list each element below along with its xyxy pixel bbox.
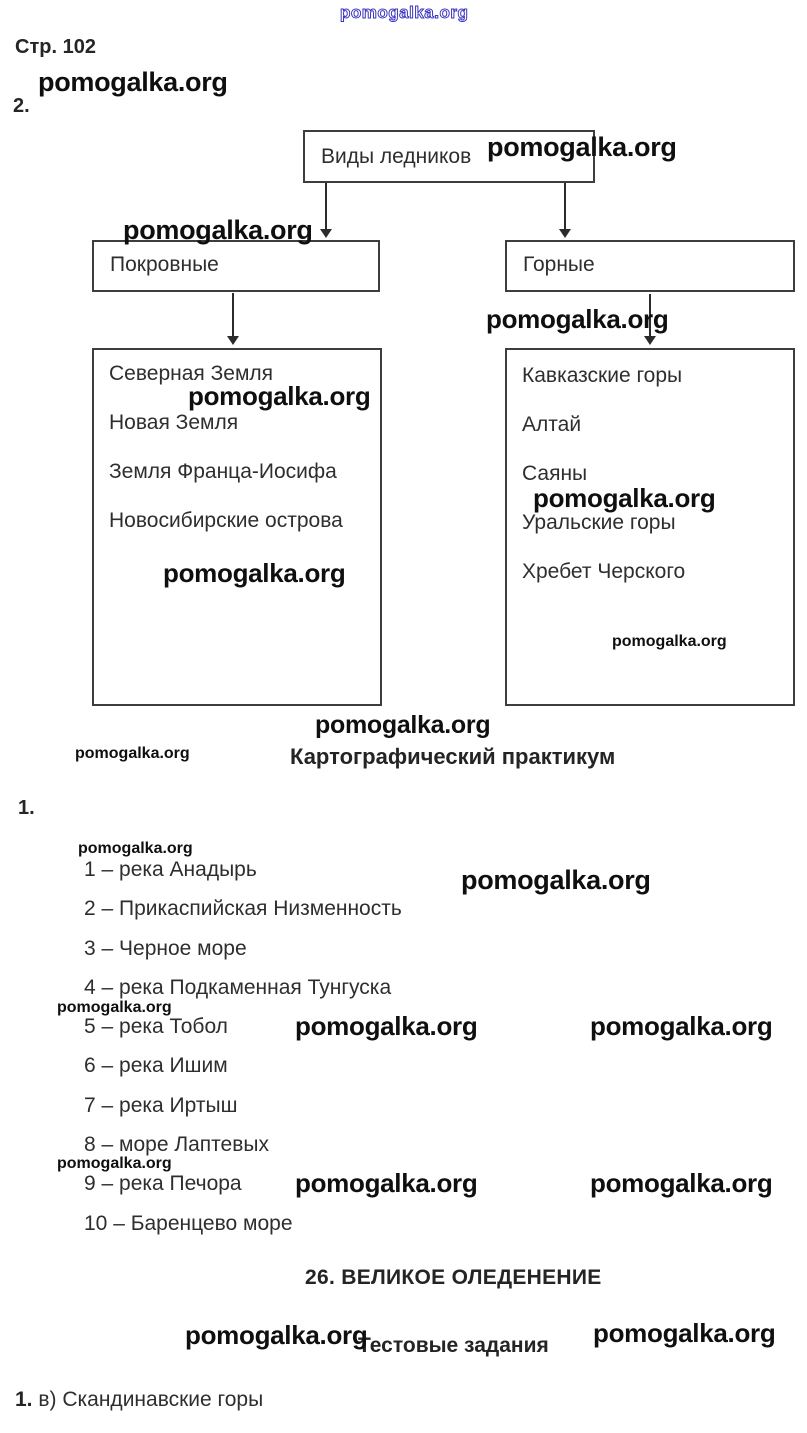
practicum-item: 5 – река Тобол: [84, 1015, 228, 1039]
arrow-down-icon: [325, 183, 327, 230]
watermark: pomogalka.org: [590, 1168, 773, 1198]
task-1-number: 1.: [18, 797, 35, 819]
practicum-item: 2 – Прикаспийская Низменность: [84, 897, 402, 921]
diagram-item: Алтай: [522, 413, 582, 436]
watermark: pomogalka.org: [295, 1168, 478, 1198]
watermark: pomogalka.org: [163, 558, 346, 588]
watermark: pomogalka.org: [487, 132, 677, 162]
watermark: pomogalka.org: [612, 633, 727, 650]
watermark-blue: pomogalka.org: [340, 3, 469, 22]
task-2-number: 2.: [13, 95, 30, 117]
practicum-item: 7 – река Иртыш: [84, 1093, 238, 1117]
watermark: pomogalka.org: [123, 215, 313, 245]
practicum-item: 8 – море Лаптевых: [84, 1133, 269, 1157]
watermark: pomogalka.org: [533, 483, 716, 513]
diagram-item: Хребет Черского: [522, 560, 686, 583]
arrow-down-icon: [564, 183, 566, 230]
arrow-down-icon: [232, 293, 234, 337]
diagram-item: Земля Франца-Иосифа: [109, 460, 337, 483]
page-number-label: Стр. 102: [15, 36, 96, 58]
answer-text: в) Скандинавские горы: [38, 1388, 264, 1411]
diagram-item: Новая Земля: [109, 411, 239, 434]
practicum-item: 9 – река Печора: [84, 1172, 242, 1196]
answer-number: 1.: [15, 1388, 33, 1411]
diagram-root-label: Виды ледников: [321, 145, 472, 168]
watermark: pomogalka.org: [185, 1320, 368, 1350]
diagram-box-mountain-examples: [505, 348, 795, 706]
diagram-item: Кавказские горы: [522, 364, 683, 387]
diagram-branch-label: Покровные: [110, 253, 219, 276]
diagram-item: Северная Земля: [109, 362, 274, 385]
watermark: pomogalka.org: [315, 711, 491, 739]
answer-line: [15, 1388, 263, 1412]
watermark: pomogalka.org: [78, 840, 193, 857]
diagram-box-mountain-glaciers: [505, 240, 795, 292]
practicum-item: 4 – река Подкаменная Тунгуска: [84, 975, 392, 999]
watermark: pomogalka.org: [75, 745, 190, 762]
watermark: pomogalka.org: [57, 999, 172, 1016]
practicum-heading: Картографический практикум: [290, 744, 616, 769]
diagram-item: Уральские горы: [522, 511, 676, 534]
watermark: pomogalka.org: [57, 1155, 172, 1172]
watermark: pomogalka.org: [486, 304, 669, 334]
watermark: pomogalka.org: [593, 1318, 776, 1348]
practicum-item: 3 – Черное море: [84, 936, 247, 960]
watermark: pomogalka.org: [590, 1011, 773, 1041]
diagram-box-cover-glaciers: [92, 240, 380, 292]
practicum-item: 10 – Баренцево море: [84, 1211, 293, 1235]
diagram-branch-label: Горные: [523, 253, 595, 276]
watermark: pomogalka.org: [188, 381, 371, 411]
watermark: pomogalka.org: [295, 1011, 478, 1041]
practicum-item: 6 – река Ишим: [84, 1054, 228, 1078]
section-heading: 26. ВЕЛИКОЕ ОЛЕДЕНЕНИЕ: [305, 1266, 602, 1289]
diagram-item: Саяны: [522, 462, 588, 485]
practicum-item: 1 – река Анадырь: [84, 858, 257, 881]
watermark: pomogalka.org: [461, 865, 651, 895]
watermark: pomogalka.org: [38, 67, 228, 97]
diagram-item: Новосибирские острова: [109, 509, 343, 532]
subsection-heading: Тестовые задания: [358, 1334, 549, 1357]
